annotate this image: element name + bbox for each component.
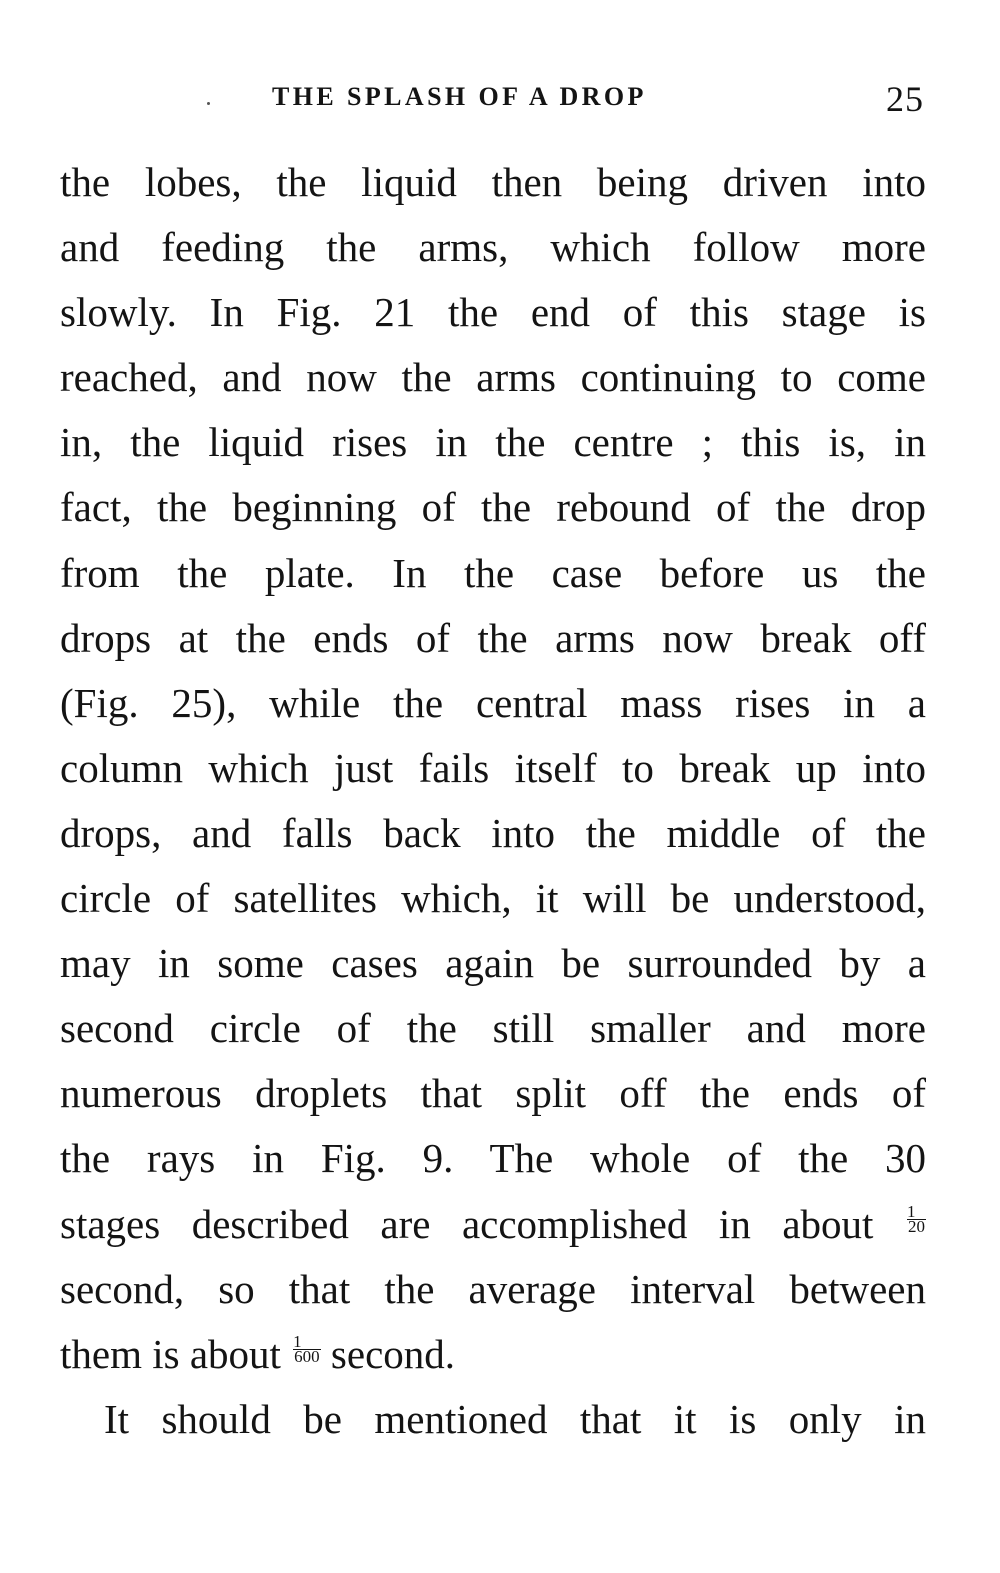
text-line: fact, the beginning of the rebound of the drop [60,484,926,531]
text-line: the rays in Fig. 9. The whole of the 30 [60,1135,926,1182]
paragraph-start-line: It should be mentioned that it is only in [104,1395,926,1442]
text-line: circle of satellites which, it will be understood, [60,875,926,922]
running-title: THE SPLASH OF A DROP [272,82,647,111]
text-line-with-fraction [60,1192,926,1257]
text-line: column which just fails itself to break up into [60,744,926,791]
fraction-one-six-hundredth [293,1331,321,1366]
text-line: second circle of the still smaller and more [60,1005,926,1052]
text-line: from the plate. In the case before us the [60,549,926,596]
fraction-numerator: 1 [907,1201,916,1221]
ink-speck [207,102,210,105]
text-line-with-fraction [60,1322,926,1387]
text-line: slowly. In Fig. 21 the end of this stage is [60,289,926,336]
text-line: reached, and now the arms continuing to come [60,354,926,401]
text-segment: stages described are accomplished in about [60,1200,874,1247]
text-line: in, the liquid rises in the centre ; this is, in [60,419,926,466]
text-line: (Fig. 25), while the central mass rises in a [60,679,926,726]
text-line: drops at the ends of the arms now break off [60,614,926,661]
text-segment: second. [330,1330,456,1377]
text-line: the lobes, the liquid then being driven into [60,159,926,205]
fraction-numerator: 1 [293,1331,302,1351]
text-line: drops, and falls back into the middle of the [60,809,926,856]
body-text [60,150,926,1452]
text-segment: them is about [60,1330,281,1377]
fraction-denominator: 600 [294,1346,320,1366]
page-number: 25 [886,79,924,119]
text-line: may in some cases again be surrounded by a [60,940,926,987]
text-line: numerous droplets that split off the ends of [60,1070,926,1117]
fraction-one-twentieth [907,1201,926,1236]
text-line: and feeding the arms, which follow more [60,224,926,271]
text-line: second, so that the average interval between [60,1265,926,1312]
running-head [0,78,1000,118]
fraction-denominator: 20 [908,1216,925,1236]
